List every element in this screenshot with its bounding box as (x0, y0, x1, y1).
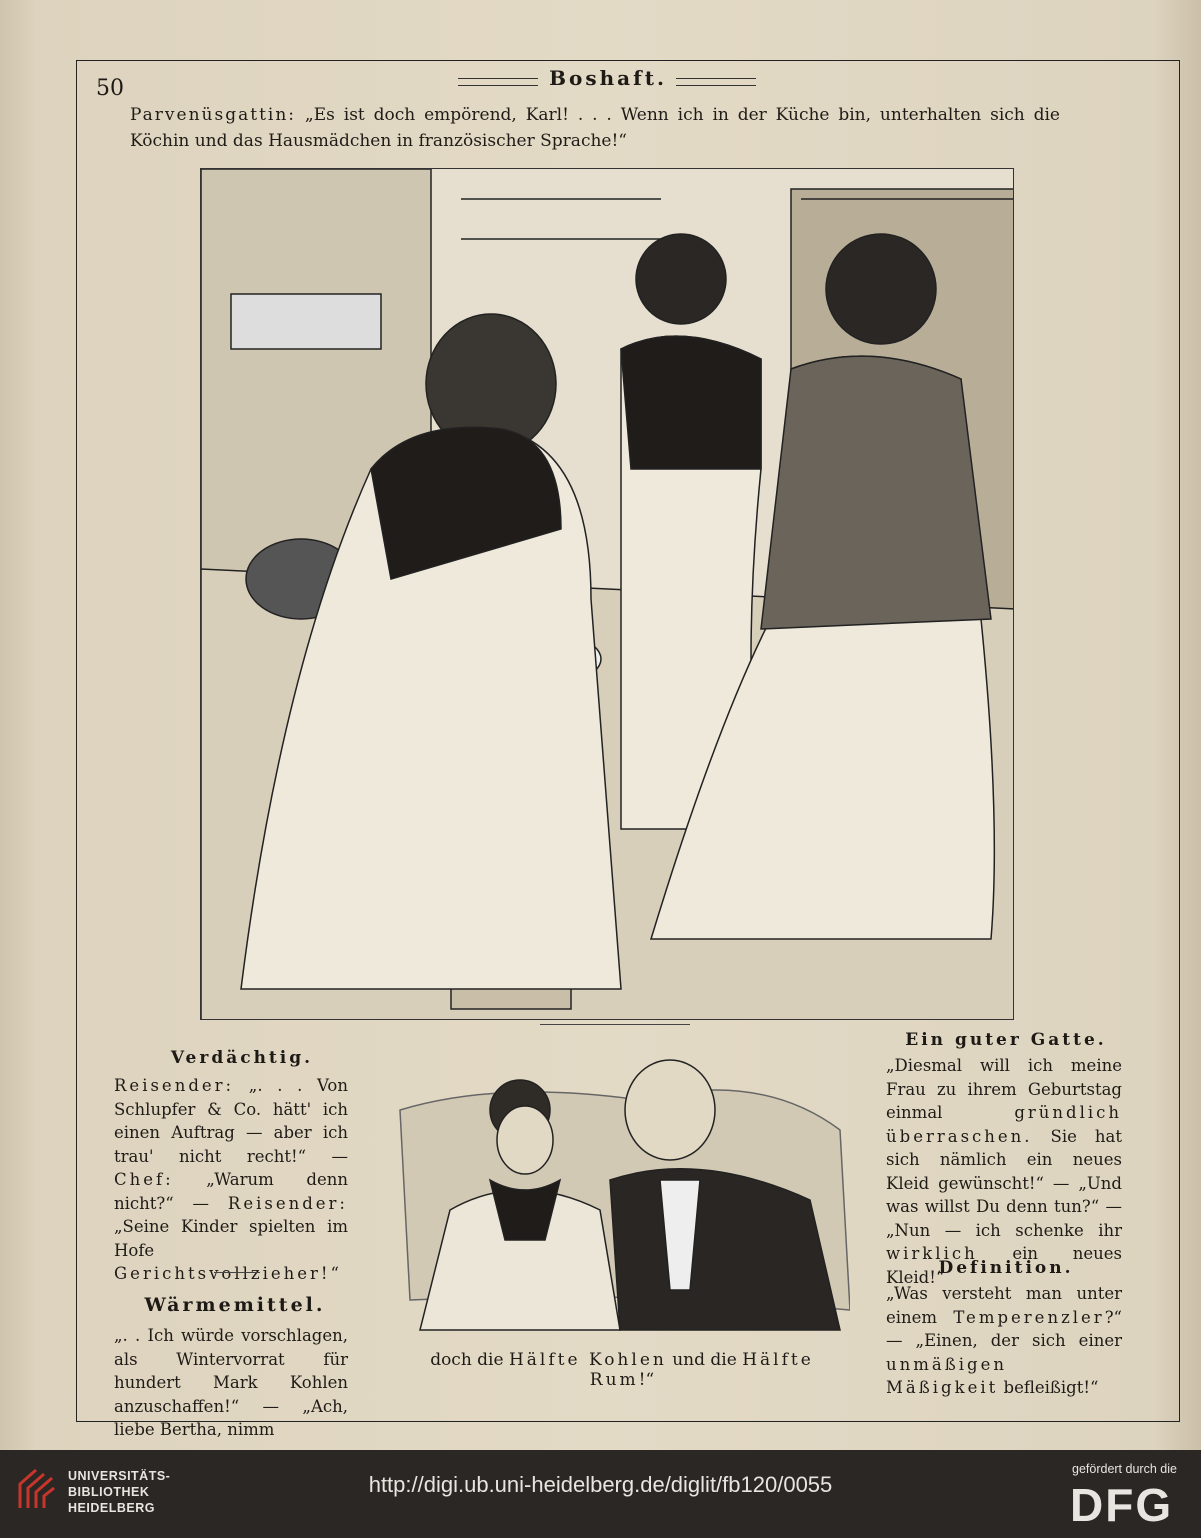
speaker-chef: Chef: (114, 1170, 174, 1189)
heading-definition: Definition. (938, 1258, 1074, 1278)
couple-drawing (380, 1050, 850, 1342)
caption-speaker: Parvenüsgattin: (130, 105, 297, 125)
text-verdaechtig (114, 1074, 348, 1286)
caption-part: doch die (430, 1350, 509, 1370)
couple-caption (412, 1350, 832, 1390)
heading-verdaechtig: Verdächtig. (170, 1048, 314, 1068)
text-ein-guter-gatte (886, 1054, 1122, 1289)
emphasis: gründlich überraschen. (886, 1103, 1122, 1146)
caption-text: „Es ist doch empörend, Karl! . . . Wenn ich in der Küche bin, unterhalten sich die Köchin und das Hausmädchen in französischer Sprache!“ (130, 105, 1060, 151)
caption-part: !“ (638, 1370, 655, 1390)
text-waermemittel: „. . Ich würde vorschlagen, als Wintervorrat für hundert Mark Kohlen anzuschaffen!“ — „Ach, liebe Bertha, nimm (114, 1326, 348, 1439)
viewer-footer (0, 1450, 1201, 1538)
text-part: ein neues Kleid!“ (886, 1244, 1122, 1287)
page-title: Boshaft. (549, 66, 667, 90)
emphasis: wirklich (886, 1244, 978, 1263)
text-part: „Was versteht man unter einem (886, 1284, 1122, 1327)
text-part: „. . . Von Schlupfer & Co. hätt' ich einen Auftrag — aber ich trau' nicht recht!“ — (114, 1076, 348, 1166)
caption-emphasis: Hälfte Kohlen (508, 1350, 667, 1370)
main-caption (130, 102, 1060, 154)
text-part: befleißigt!“ (998, 1378, 1099, 1397)
text-part: “ (330, 1264, 339, 1283)
column-divider (214, 1272, 260, 1273)
text-part: Sie hat sich nämlich ein neues Kleid gewünscht!“ — „Und was willst Du denn tun?“ — „Nun — ich schenke ihr (886, 1126, 1122, 1240)
text-part: ?“ — „Einen, der sich einer (886, 1307, 1122, 1350)
speaker-reisender: Reisender: (114, 1076, 235, 1095)
text-part: „Seine Kinder spielten im Hofe (114, 1217, 348, 1260)
section-divider (540, 1024, 690, 1025)
title-ornament-right (676, 78, 756, 86)
dfg-logo: DFG (1070, 1479, 1174, 1531)
uni-line: HEIDELBERG (68, 1501, 155, 1515)
emphasis: Gerichtsvollzieher! (114, 1264, 331, 1283)
kitchen-drawing (201, 169, 1014, 1020)
permalink-url[interactable]: http://digi.ub.uni-heidelberg.de/diglit/fb120/0055 (368, 1472, 833, 1497)
text-definition (886, 1282, 1122, 1400)
speaker-reisender: Reisender: (227, 1193, 348, 1213)
heading-waermemittel: Wärmemittel. (144, 1294, 326, 1316)
kitchen-illustration (200, 168, 1014, 1020)
text-part: „Warum denn nicht?“ — (114, 1170, 348, 1213)
uni-line: UNIVERSITÄTS- (68, 1469, 171, 1483)
uni-line: BIBLIOTHEK (68, 1485, 150, 1499)
page-number: 50 (96, 76, 124, 101)
heading-ein-guter-gatte: Ein guter Gatte. (905, 1030, 1107, 1050)
text-part: „Diesmal will ich meine Frau zu ihrem Geburtstag einmal (886, 1056, 1122, 1122)
funding-label: gefördert durch die (1072, 1462, 1177, 1476)
caption-emphasis: Hälfte Rum (589, 1350, 814, 1390)
emphasis: Temperenzler (953, 1307, 1105, 1327)
caption-part: und die (666, 1350, 743, 1370)
couple-illustration (380, 1050, 850, 1342)
emphasis: unmäßigen Mäßigkeit (886, 1354, 1007, 1397)
